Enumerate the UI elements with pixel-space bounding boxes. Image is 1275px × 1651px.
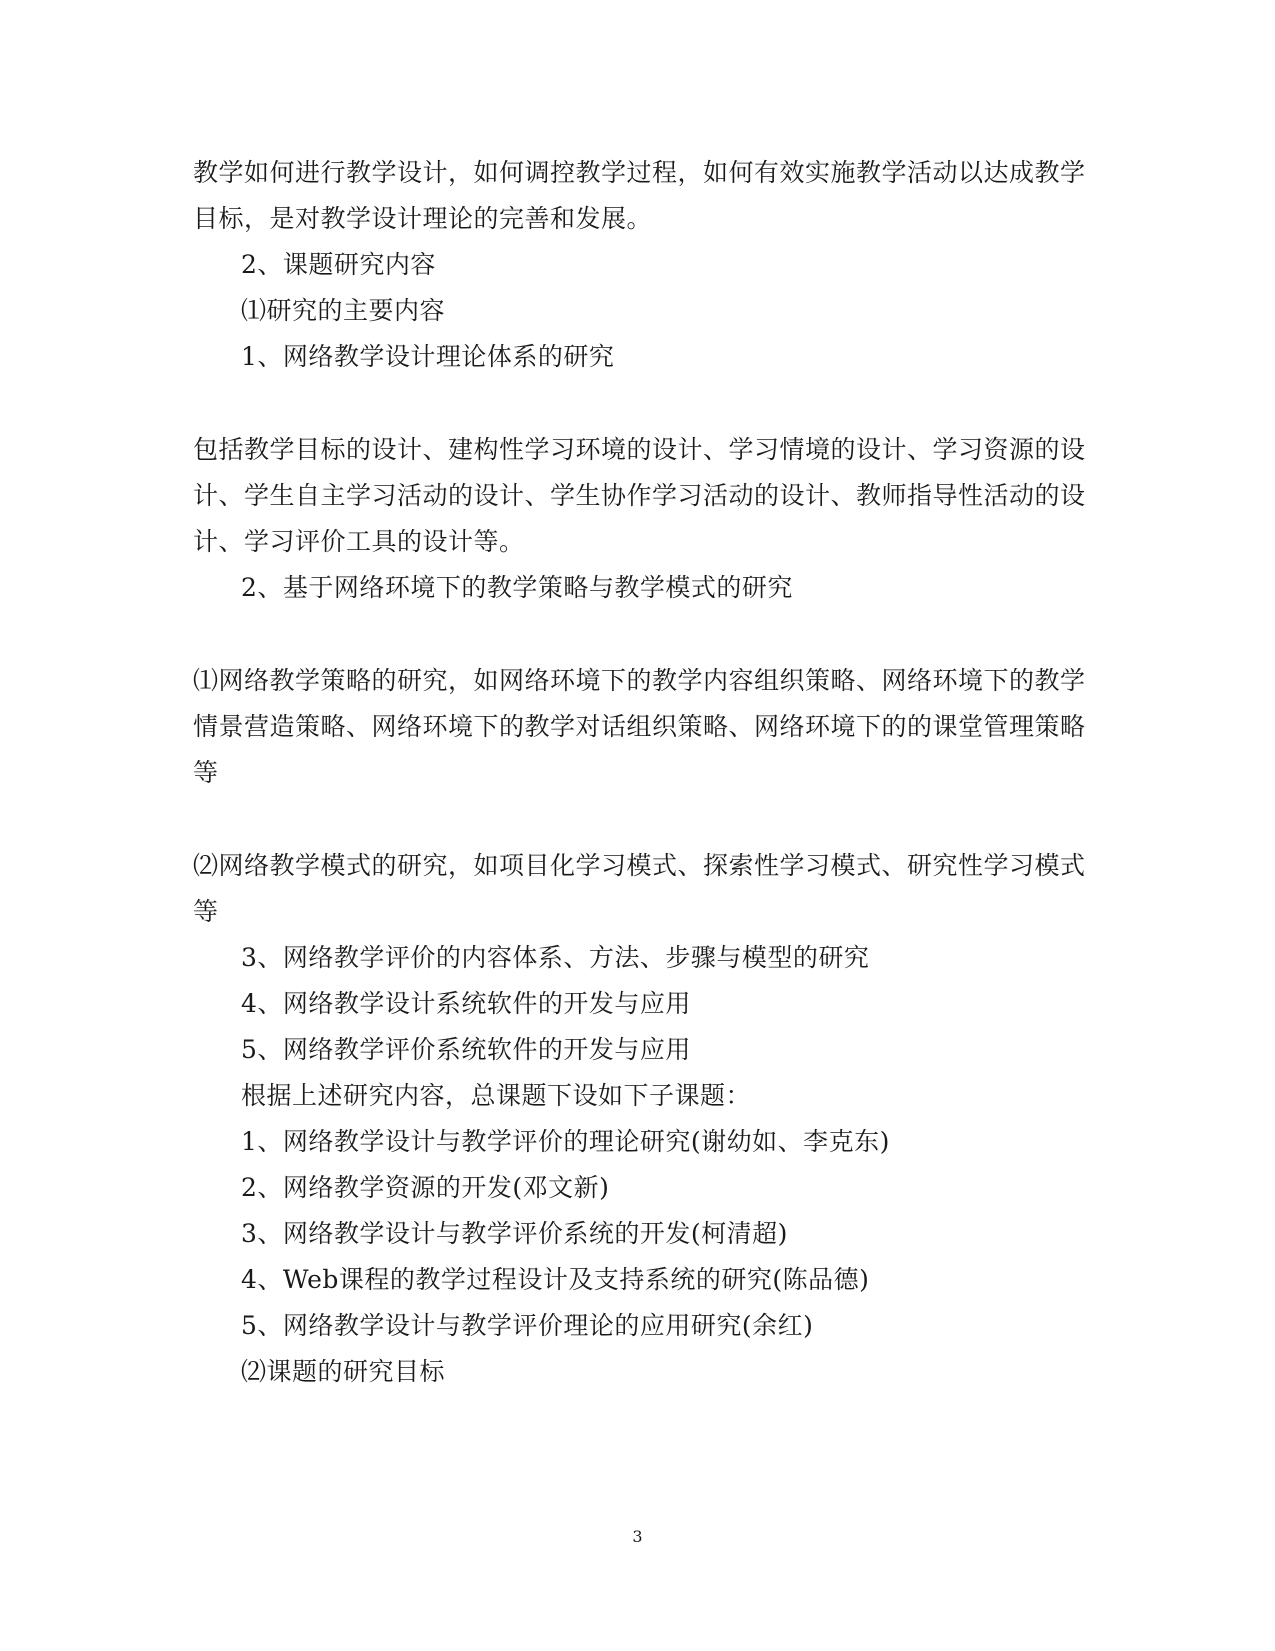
list-item: 3、网络教学评价的内容体系、方法、步骤与模型的研究 bbox=[241, 943, 870, 972]
list-item: 2、网络教学资源的开发(邓文新) bbox=[241, 1173, 610, 1202]
paragraph-line: 计、学生自主学习活动的设计、学生协作学习活动的设计、教师指导性活动的设 bbox=[193, 481, 1086, 510]
list-item: 1、网络教学设计理论体系的研究 bbox=[241, 342, 615, 371]
list-item: 4、网络教学设计系统软件的开发与应用 bbox=[241, 989, 691, 1018]
paragraph-line: 计、学习评价工具的设计等。 bbox=[193, 527, 525, 556]
paragraph-line: 教学如何进行教学设计，如何调控教学过程，如何有效实施教学活动以达成教学 bbox=[193, 158, 1086, 187]
list-item: 5、网络教学设计与教学评价理论的应用研究(余红) bbox=[241, 1311, 814, 1340]
paragraph-line: ⑴网络教学策略的研究，如网络环境下的教学内容组织策略、网络环境下的教学 bbox=[193, 666, 1086, 695]
page-number: 3 bbox=[632, 1527, 643, 1546]
paragraph-line: 根据上述研究内容，总课题下设如下子课题： bbox=[241, 1081, 752, 1110]
paragraph-line: 目标，是对教学设计理论的完善和发展。 bbox=[193, 204, 653, 233]
paragraph-line: 等 bbox=[193, 897, 219, 926]
subsection-heading: ⑴研究的主要内容 bbox=[241, 296, 446, 325]
paragraph-line: 包括教学目标的设计、建构性学习环境的设计、学习情境的设计、学习资源的设 bbox=[193, 435, 1086, 464]
section-heading: 2、课题研究内容 bbox=[241, 250, 436, 279]
list-item: 4、Web课程的教学过程设计及支持系统的研究(陈品德) bbox=[241, 1265, 870, 1294]
paragraph-line: ⑵网络教学模式的研究，如项目化学习模式、探索性学习模式、研究性学习模式 bbox=[193, 851, 1086, 880]
paragraph-line: 等 bbox=[193, 758, 219, 787]
list-item: 2、基于网络环境下的教学策略与教学模式的研究 bbox=[241, 573, 793, 602]
list-item: 1、网络教学设计与教学评价的理论研究(谢幼如、李克东) bbox=[241, 1127, 890, 1156]
list-item: 3、网络教学设计与教学评价系统的开发(柯清超) bbox=[241, 1219, 788, 1248]
subsection-heading: ⑵课题的研究目标 bbox=[241, 1357, 446, 1386]
list-item: 5、网络教学评价系统软件的开发与应用 bbox=[241, 1035, 691, 1064]
paragraph-line: 情景营造策略、网络环境下的教学对话组织策略、网络环境下的的课堂管理策略 bbox=[193, 712, 1086, 741]
